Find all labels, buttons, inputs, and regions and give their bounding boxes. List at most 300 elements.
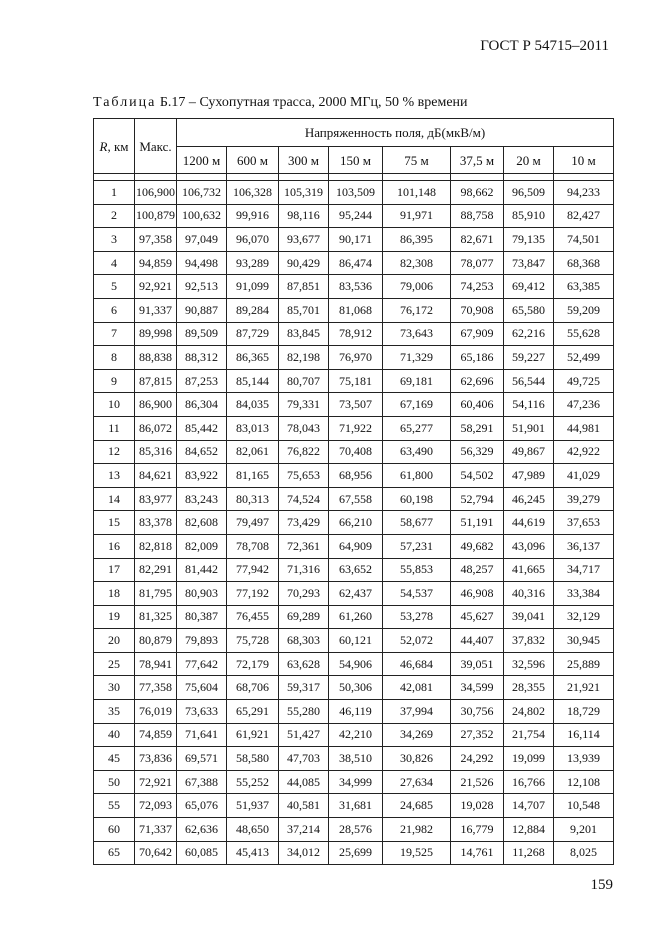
distance-cell: 55	[94, 794, 135, 818]
value-cell: 52,072	[383, 629, 451, 653]
value-cell: 87,729	[227, 322, 279, 346]
value-cell: 74,501	[554, 228, 614, 252]
value-cell: 105,319	[279, 181, 329, 205]
value-cell: 88,312	[177, 346, 227, 370]
distance-cell: 8	[94, 346, 135, 370]
value-cell: 54,906	[329, 652, 383, 676]
value-cell: 80,707	[279, 369, 329, 393]
value-cell: 40,316	[504, 582, 554, 606]
value-cell: 61,800	[383, 464, 451, 488]
value-cell: 101,148	[383, 181, 451, 205]
value-cell: 45,627	[451, 605, 504, 629]
value-cell: 76,172	[383, 298, 451, 322]
value-cell: 46,245	[504, 487, 554, 511]
value-cell: 94,498	[177, 251, 227, 275]
column-header-max: Макс.	[135, 119, 177, 174]
value-cell: 86,072	[135, 416, 177, 440]
value-cell: 90,887	[177, 298, 227, 322]
value-cell: 60,121	[329, 629, 383, 653]
table-row	[94, 558, 614, 582]
table-row	[94, 511, 614, 535]
value-cell: 90,429	[279, 251, 329, 275]
table-row	[94, 346, 614, 370]
value-cell: 55,252	[227, 770, 279, 794]
value-cell: 51,427	[279, 723, 329, 747]
table-row	[94, 487, 614, 511]
value-cell: 32,596	[504, 652, 554, 676]
value-cell: 71,316	[279, 558, 329, 582]
column-header-distance: R, км	[94, 119, 135, 174]
value-cell: 77,192	[227, 582, 279, 606]
value-cell: 28,576	[329, 818, 383, 842]
column-header-height: 75 м	[383, 147, 451, 174]
column-header-height: 600 м	[227, 147, 279, 174]
value-cell: 72,921	[135, 770, 177, 794]
value-cell: 44,407	[451, 629, 504, 653]
value-cell: 49,867	[504, 440, 554, 464]
value-cell: 70,908	[451, 298, 504, 322]
distance-cell: 11	[94, 416, 135, 440]
value-cell: 82,009	[177, 534, 227, 558]
value-cell: 59,209	[554, 298, 614, 322]
field-strength-table	[93, 118, 614, 865]
value-cell: 47,703	[279, 747, 329, 771]
value-cell: 37,994	[383, 700, 451, 724]
value-cell: 70,642	[135, 841, 177, 865]
value-cell: 31,681	[329, 794, 383, 818]
value-cell: 56,544	[504, 369, 554, 393]
value-cell: 16,114	[554, 723, 614, 747]
value-cell: 78,912	[329, 322, 383, 346]
table-row	[94, 770, 614, 794]
value-cell: 81,442	[177, 558, 227, 582]
value-cell: 93,289	[227, 251, 279, 275]
distance-cell: 13	[94, 464, 135, 488]
table-row	[94, 440, 614, 464]
value-cell: 81,165	[227, 464, 279, 488]
distance-cell: 20	[94, 629, 135, 653]
value-cell: 33,384	[554, 582, 614, 606]
value-cell: 59,227	[504, 346, 554, 370]
value-cell: 76,455	[227, 605, 279, 629]
value-cell: 83,845	[279, 322, 329, 346]
distance-cell: 40	[94, 723, 135, 747]
value-cell: 100,632	[177, 204, 227, 228]
value-cell: 76,822	[279, 440, 329, 464]
distance-cell: 6	[94, 298, 135, 322]
value-cell: 47,989	[504, 464, 554, 488]
table-body	[94, 174, 614, 865]
value-cell: 25,699	[329, 841, 383, 865]
table-row	[94, 582, 614, 606]
value-cell: 79,497	[227, 511, 279, 535]
value-cell: 14,761	[451, 841, 504, 865]
value-cell: 61,260	[329, 605, 383, 629]
value-cell: 62,437	[329, 582, 383, 606]
value-cell: 58,291	[451, 416, 504, 440]
value-cell: 71,329	[383, 346, 451, 370]
value-cell: 27,352	[451, 723, 504, 747]
value-cell: 82,671	[451, 228, 504, 252]
value-cell: 32,129	[554, 605, 614, 629]
distance-cell: 17	[94, 558, 135, 582]
value-cell: 44,981	[554, 416, 614, 440]
value-cell: 55,853	[383, 558, 451, 582]
value-cell: 92,921	[135, 275, 177, 299]
value-cell: 88,838	[135, 346, 177, 370]
value-cell: 9,201	[554, 818, 614, 842]
value-cell: 48,257	[451, 558, 504, 582]
distance-cell: 1	[94, 181, 135, 205]
distance-cell: 14	[94, 487, 135, 511]
value-cell: 54,537	[383, 582, 451, 606]
value-cell: 84,621	[135, 464, 177, 488]
value-cell: 79,135	[504, 228, 554, 252]
value-cell: 34,012	[279, 841, 329, 865]
value-cell: 74,524	[279, 487, 329, 511]
table-row	[94, 464, 614, 488]
distance-cell: 25	[94, 652, 135, 676]
value-cell: 79,331	[279, 393, 329, 417]
value-cell: 12,884	[504, 818, 554, 842]
value-cell: 58,580	[227, 747, 279, 771]
value-cell: 67,169	[383, 393, 451, 417]
distance-cell: 50	[94, 770, 135, 794]
value-cell: 14,707	[504, 794, 554, 818]
value-cell: 63,490	[383, 440, 451, 464]
value-cell: 40,581	[279, 794, 329, 818]
value-cell: 42,922	[554, 440, 614, 464]
value-cell: 30,826	[383, 747, 451, 771]
value-cell: 34,599	[451, 676, 504, 700]
value-cell: 106,732	[177, 181, 227, 205]
value-cell: 19,099	[504, 747, 554, 771]
value-cell: 85,910	[504, 204, 554, 228]
table-caption-label: Таблица	[93, 95, 157, 110]
value-cell: 69,181	[383, 369, 451, 393]
value-cell: 25,889	[554, 652, 614, 676]
value-cell: 63,628	[279, 652, 329, 676]
table-row	[94, 605, 614, 629]
value-cell: 96,070	[227, 228, 279, 252]
distance-cell: 4	[94, 251, 135, 275]
value-cell: 72,361	[279, 534, 329, 558]
value-cell: 72,179	[227, 652, 279, 676]
table-row	[94, 676, 614, 700]
value-cell: 78,708	[227, 534, 279, 558]
value-cell: 52,499	[554, 346, 614, 370]
value-cell: 38,510	[329, 747, 383, 771]
value-cell: 82,608	[177, 511, 227, 535]
distance-cell: 18	[94, 582, 135, 606]
value-cell: 48,650	[227, 818, 279, 842]
value-cell: 56,329	[451, 440, 504, 464]
value-cell: 70,293	[279, 582, 329, 606]
value-cell: 51,191	[451, 511, 504, 535]
value-cell: 85,144	[227, 369, 279, 393]
value-cell: 51,937	[227, 794, 279, 818]
table-row	[94, 416, 614, 440]
value-cell: 76,019	[135, 700, 177, 724]
value-cell: 83,378	[135, 511, 177, 535]
value-cell: 61,921	[227, 723, 279, 747]
distance-cell: 19	[94, 605, 135, 629]
value-cell: 44,619	[504, 511, 554, 535]
value-cell: 73,836	[135, 747, 177, 771]
value-cell: 34,269	[383, 723, 451, 747]
value-cell: 94,859	[135, 251, 177, 275]
value-cell: 45,413	[227, 841, 279, 865]
value-cell: 93,677	[279, 228, 329, 252]
value-cell: 77,942	[227, 558, 279, 582]
value-cell: 24,802	[504, 700, 554, 724]
value-cell: 85,442	[177, 416, 227, 440]
value-cell: 59,317	[279, 676, 329, 700]
value-cell: 78,941	[135, 652, 177, 676]
value-cell: 75,728	[227, 629, 279, 653]
distance-cell: 16	[94, 534, 135, 558]
value-cell: 83,977	[135, 487, 177, 511]
value-cell: 50,306	[329, 676, 383, 700]
value-cell: 21,754	[504, 723, 554, 747]
value-cell: 69,571	[177, 747, 227, 771]
table-row	[94, 534, 614, 558]
value-cell: 53,278	[383, 605, 451, 629]
value-cell: 27,634	[383, 770, 451, 794]
value-cell: 89,509	[177, 322, 227, 346]
value-cell: 37,653	[554, 511, 614, 535]
value-cell: 83,536	[329, 275, 383, 299]
value-cell: 24,685	[383, 794, 451, 818]
value-cell: 55,280	[279, 700, 329, 724]
value-cell: 80,387	[177, 605, 227, 629]
table-row	[94, 393, 614, 417]
value-cell: 67,558	[329, 487, 383, 511]
table-caption	[93, 95, 468, 111]
value-cell: 41,029	[554, 464, 614, 488]
value-cell: 88,758	[451, 204, 504, 228]
table-row	[94, 275, 614, 299]
value-cell: 84,652	[177, 440, 227, 464]
value-cell: 73,633	[177, 700, 227, 724]
value-cell: 54,116	[504, 393, 554, 417]
value-cell: 71,337	[135, 818, 177, 842]
value-cell: 49,682	[451, 534, 504, 558]
value-cell: 86,900	[135, 393, 177, 417]
column-header-height: 20 м	[504, 147, 554, 174]
value-cell: 80,879	[135, 629, 177, 653]
value-cell: 82,308	[383, 251, 451, 275]
value-cell: 65,186	[451, 346, 504, 370]
value-cell: 21,921	[554, 676, 614, 700]
column-header-height: 300 м	[279, 147, 329, 174]
table-row	[94, 322, 614, 346]
value-cell: 67,909	[451, 322, 504, 346]
distance-cell: 65	[94, 841, 135, 865]
value-cell: 64,909	[329, 534, 383, 558]
distance-cell: 9	[94, 369, 135, 393]
value-cell: 30,945	[554, 629, 614, 653]
value-cell: 41,665	[504, 558, 554, 582]
value-cell: 39,041	[504, 605, 554, 629]
distance-cell: 35	[94, 700, 135, 724]
value-cell: 71,641	[177, 723, 227, 747]
value-cell: 94,233	[554, 181, 614, 205]
value-cell: 78,077	[451, 251, 504, 275]
value-cell: 77,358	[135, 676, 177, 700]
value-cell: 21,982	[383, 818, 451, 842]
value-cell: 83,243	[177, 487, 227, 511]
value-cell: 68,706	[227, 676, 279, 700]
value-cell: 65,076	[177, 794, 227, 818]
value-cell: 19,028	[451, 794, 504, 818]
value-cell: 78,043	[279, 416, 329, 440]
value-cell: 82,061	[227, 440, 279, 464]
value-cell: 60,085	[177, 841, 227, 865]
value-cell: 97,049	[177, 228, 227, 252]
table-header	[94, 119, 614, 174]
value-cell: 55,628	[554, 322, 614, 346]
table-row	[94, 700, 614, 724]
column-header-height: 150 м	[329, 147, 383, 174]
value-cell: 69,289	[279, 605, 329, 629]
value-cell: 65,291	[227, 700, 279, 724]
value-cell: 46,908	[451, 582, 504, 606]
value-cell: 63,385	[554, 275, 614, 299]
value-cell: 73,507	[329, 393, 383, 417]
table-row	[94, 747, 614, 771]
value-cell: 68,368	[554, 251, 614, 275]
value-cell: 96,509	[504, 181, 554, 205]
value-cell: 91,337	[135, 298, 177, 322]
value-cell: 54,502	[451, 464, 504, 488]
value-cell: 86,304	[177, 393, 227, 417]
value-cell: 10,548	[554, 794, 614, 818]
document-code: ГОСТ Р 54715–2011	[480, 38, 609, 54]
value-cell: 85,701	[279, 298, 329, 322]
value-cell: 42,210	[329, 723, 383, 747]
value-cell: 82,198	[279, 346, 329, 370]
distance-cell: 15	[94, 511, 135, 535]
page-number: 159	[590, 877, 613, 893]
column-header-height: 1200 м	[177, 147, 227, 174]
value-cell: 89,998	[135, 322, 177, 346]
value-cell: 28,355	[504, 676, 554, 700]
value-cell: 98,662	[451, 181, 504, 205]
value-cell: 89,284	[227, 298, 279, 322]
value-cell: 57,231	[383, 534, 451, 558]
value-cell: 83,922	[177, 464, 227, 488]
value-cell: 98,116	[279, 204, 329, 228]
table-row	[94, 652, 614, 676]
distance-cell: 45	[94, 747, 135, 771]
header-gap-row	[94, 174, 614, 181]
value-cell: 92,513	[177, 275, 227, 299]
value-cell: 60,198	[383, 487, 451, 511]
value-cell: 82,818	[135, 534, 177, 558]
value-cell: 18,729	[554, 700, 614, 724]
value-cell: 66,210	[329, 511, 383, 535]
distance-cell: 5	[94, 275, 135, 299]
value-cell: 73,643	[383, 322, 451, 346]
value-cell: 63,652	[329, 558, 383, 582]
value-cell: 58,677	[383, 511, 451, 535]
value-cell: 60,406	[451, 393, 504, 417]
value-cell: 46,119	[329, 700, 383, 724]
column-header-height: 10 м	[554, 147, 614, 174]
distance-cell: 2	[94, 204, 135, 228]
distance-cell: 3	[94, 228, 135, 252]
value-cell: 24,292	[451, 747, 504, 771]
value-cell: 91,971	[383, 204, 451, 228]
value-cell: 86,395	[383, 228, 451, 252]
value-cell: 62,216	[504, 322, 554, 346]
value-cell: 90,171	[329, 228, 383, 252]
value-cell: 87,253	[177, 369, 227, 393]
value-cell: 39,279	[554, 487, 614, 511]
table-row	[94, 841, 614, 865]
value-cell: 37,832	[504, 629, 554, 653]
value-cell: 103,509	[329, 181, 383, 205]
distance-cell: 60	[94, 818, 135, 842]
value-cell: 75,604	[177, 676, 227, 700]
table-row	[94, 204, 614, 228]
value-cell: 80,313	[227, 487, 279, 511]
distance-cell: 10	[94, 393, 135, 417]
value-cell: 34,999	[329, 770, 383, 794]
value-cell: 43,096	[504, 534, 554, 558]
value-cell: 72,093	[135, 794, 177, 818]
value-cell: 16,779	[451, 818, 504, 842]
value-cell: 79,893	[177, 629, 227, 653]
value-cell: 86,474	[329, 251, 383, 275]
value-cell: 36,137	[554, 534, 614, 558]
value-cell: 8,025	[554, 841, 614, 865]
value-cell: 13,939	[554, 747, 614, 771]
value-cell: 62,636	[177, 818, 227, 842]
value-cell: 82,427	[554, 204, 614, 228]
table-row	[94, 818, 614, 842]
value-cell: 37,214	[279, 818, 329, 842]
table-row	[94, 629, 614, 653]
table-caption-number: Б.17 –	[159, 95, 196, 110]
value-cell: 34,717	[554, 558, 614, 582]
value-cell: 79,006	[383, 275, 451, 299]
value-cell: 49,725	[554, 369, 614, 393]
value-cell: 65,277	[383, 416, 451, 440]
value-cell: 81,068	[329, 298, 383, 322]
value-cell: 99,916	[227, 204, 279, 228]
value-cell: 100,879	[135, 204, 177, 228]
value-cell: 75,653	[279, 464, 329, 488]
value-cell: 86,365	[227, 346, 279, 370]
value-cell: 91,099	[227, 275, 279, 299]
value-cell: 85,316	[135, 440, 177, 464]
table-row	[94, 369, 614, 393]
value-cell: 71,922	[329, 416, 383, 440]
value-cell: 81,325	[135, 605, 177, 629]
value-cell: 21,526	[451, 770, 504, 794]
value-cell: 87,815	[135, 369, 177, 393]
value-cell: 68,956	[329, 464, 383, 488]
value-cell: 67,388	[177, 770, 227, 794]
value-cell: 73,847	[504, 251, 554, 275]
table-caption-text: Сухопутная трасса, 2000 МГц, 50 % времени	[199, 95, 468, 110]
value-cell: 75,181	[329, 369, 383, 393]
distance-cell: 7	[94, 322, 135, 346]
table-row	[94, 794, 614, 818]
value-cell: 47,236	[554, 393, 614, 417]
